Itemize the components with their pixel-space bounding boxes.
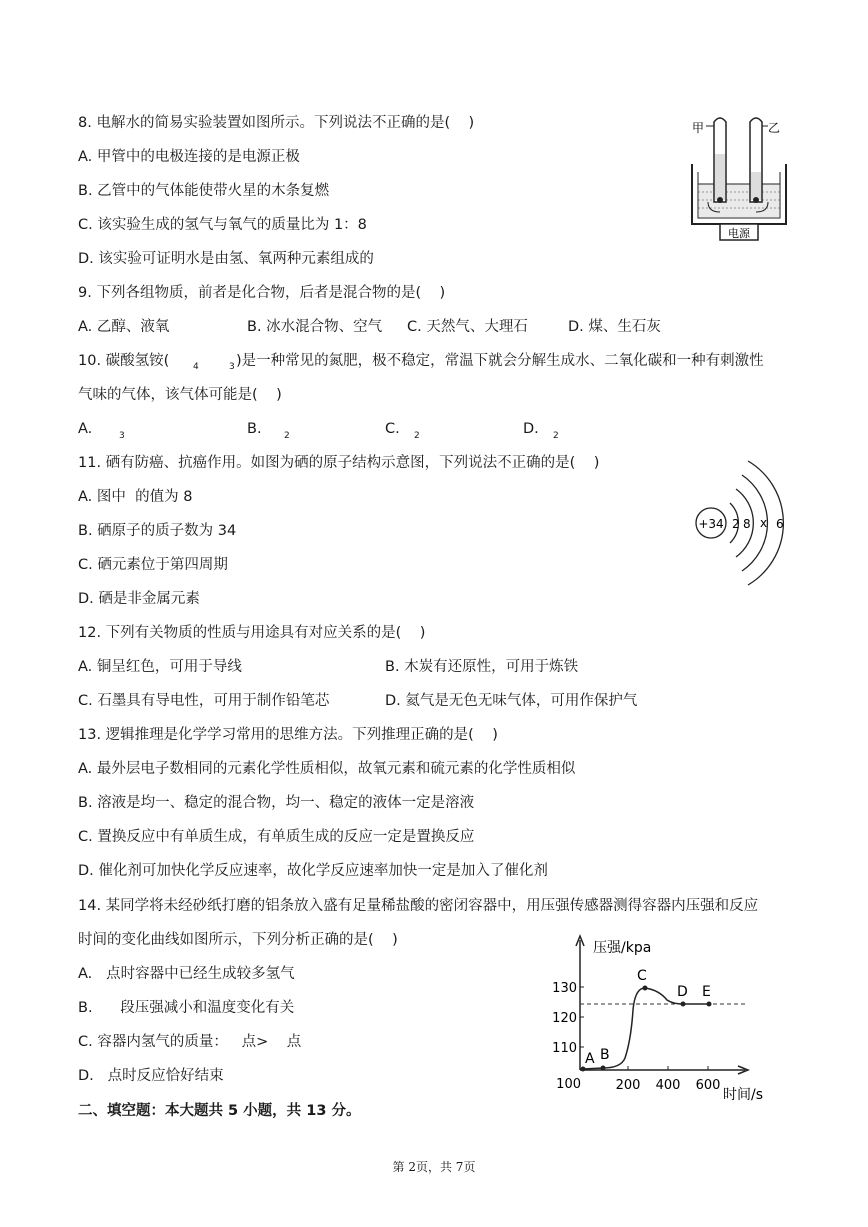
electrolysis-apparatus-figure <box>688 112 798 242</box>
q14-option-c: C. 容器内氢气的质量： 点> 点 <box>78 1034 302 1050</box>
q8-option-d: D. 该实验可证明水是由氢、氧两种元素组成的 <box>78 251 374 267</box>
x-tick-200: 200 <box>615 1078 641 1093</box>
q9-option-a: A. 乙醇、液氧 <box>78 319 170 335</box>
selenium-atom-structure-figure <box>694 455 794 591</box>
point-c-label: C <box>637 968 647 984</box>
q8-option-a: A. 甲管中的电极连接的是电源正极 <box>78 149 300 165</box>
y-tick-100: 100 <box>556 1077 581 1092</box>
x-tick-400: 400 <box>655 1078 681 1093</box>
q8-option-b: B. 乙管中的气体能使带火星的木条复燃 <box>78 183 330 199</box>
q10-option-d-sub: 2 <box>553 431 559 441</box>
q13-option-d: D. 催化剂可加快化学反应速率，故化学反应速率加快一定是加入了催化剂 <box>78 863 548 879</box>
q8-option-c: C. 该实验生成的氢气与氧气的质量比为 1：8 <box>78 217 367 233</box>
point-d-label: D <box>677 984 688 1000</box>
shell-4-electrons: 6 <box>776 517 784 531</box>
q11-option-d: D. 硒是非金属元素 <box>78 591 200 607</box>
q10-option-c: C. <box>385 421 400 437</box>
q10-subscript-4: 4 <box>193 362 199 372</box>
q13-option-c: C. 置换反应中有单质生成，有单质生成的反应一定是置换反应 <box>78 829 475 845</box>
q9-option-d: D. 煤、生石灰 <box>568 319 661 335</box>
point-e-label: E <box>702 984 711 1000</box>
graph-y-axis-label: 压强/kpa <box>593 940 652 956</box>
q8-stem: 8. 电解水的简易实验装置如图所示。下列说法不正确的是( ) <box>78 115 475 131</box>
q11-stem: 11. 硒有防癌、抗癌作用。如图为硒的原子结构示意图，下列说法不正确的是( ) <box>78 455 600 471</box>
q12-option-a: A. 铜呈红色，可用于导线 <box>78 659 242 675</box>
q10-option-a-sub: 3 <box>119 431 125 441</box>
q10-option-c-sub: 2 <box>414 431 420 441</box>
point-a-label: A <box>585 1051 595 1067</box>
q12-option-c: C. 石墨具有导电性，可用于制作铅笔芯 <box>78 693 330 709</box>
q12-stem: 12. 下列有关物质的性质与用途具有对应关系的是( ) <box>78 625 426 641</box>
y-tick-120: 120 <box>552 1011 577 1026</box>
shell-1-electrons: 2 <box>732 517 740 531</box>
q11-option-a: A. 图中 的值为 8 <box>78 489 193 505</box>
q10-option-b-sub: 2 <box>284 431 290 441</box>
q11-option-b: B. 硒原子的质子数为 34 <box>78 523 237 539</box>
point-b-label: B <box>600 1047 610 1063</box>
q10-subscript-3: 3 <box>229 362 235 372</box>
figure-label-jia: 甲 <box>692 121 705 135</box>
shell-3-electrons: x <box>760 516 768 530</box>
q12-option-b: B. 木炭有还原性，可用于炼铁 <box>385 659 579 675</box>
q11-option-c: C. 硒元素位于第四周期 <box>78 557 228 573</box>
x-tick-600: 600 <box>695 1078 721 1093</box>
y-tick-110: 110 <box>552 1041 577 1056</box>
q9-option-c: C. 天然气、大理石 <box>407 319 528 335</box>
graph-x-axis-label: 时间/s <box>723 1087 764 1103</box>
q10-stem-rest: )是一种常见的氮肥，极不稳定，常温下就会分解生成水、二氧化碳和一种有刺激性 <box>236 353 764 369</box>
q14-stem-line2: 时间的变化曲线如图所示，下列分析正确的是( ) <box>78 932 398 948</box>
q14-option-a: A. 点时容器中已经生成较多氢气 <box>78 966 295 982</box>
q10-stem-line2: 气味的气体，该气体可能是( ) <box>78 387 282 403</box>
shell-2-electrons: 8 <box>743 517 751 531</box>
y-tick-130: 130 <box>552 981 577 996</box>
figure-label-yi: 乙 <box>768 121 781 135</box>
q9-option-b: B. 冰水混合物、空气 <box>247 319 383 335</box>
page-footer: 第 2页，共 7页 <box>392 1160 476 1174</box>
q10-stem-start: 10. 碳酸氢铵( <box>78 353 170 369</box>
q14-stem-line1: 14. 某同学将未经砂纸打磨的铝条放入盛有足量稀盐酸的密闭容器中，用压强传感器测得容器内压强和反应 <box>78 898 759 914</box>
q10-option-b: B. <box>247 421 262 437</box>
q10-option-d: D. <box>523 421 539 437</box>
pressure-time-graph <box>552 930 775 1103</box>
q12-option-d: D. 氦气是无色无味气体，可用作保护气 <box>385 693 638 709</box>
q13-stem: 13. 逻辑推理是化学学习常用的思维方法。下列推理正确的是( ) <box>78 727 498 743</box>
figure-label-power: 电源 <box>728 227 750 240</box>
q10-option-a: A. <box>78 421 93 437</box>
q13-option-a: A. 最外层电子数相同的元素化学性质相似，故氧元素和硫元素的化学性质相似 <box>78 761 576 777</box>
q14-option-b: B. 段压强减小和温度变化有关 <box>78 1000 295 1016</box>
q14-option-d: D. 点时反应恰好结束 <box>78 1068 224 1084</box>
q13-option-b: B. 溶液是均一、稳定的混合物，均一、稳定的液体一定是溶液 <box>78 795 475 811</box>
q9-stem: 9. 下列各组物质，前者是化合物，后者是混合物的是( ) <box>78 285 446 301</box>
section-heading-fill-in: 二、填空题：本大题共 5 小题，共 13 分。 <box>78 1103 361 1119</box>
nucleus-label: +34 <box>698 517 724 531</box>
